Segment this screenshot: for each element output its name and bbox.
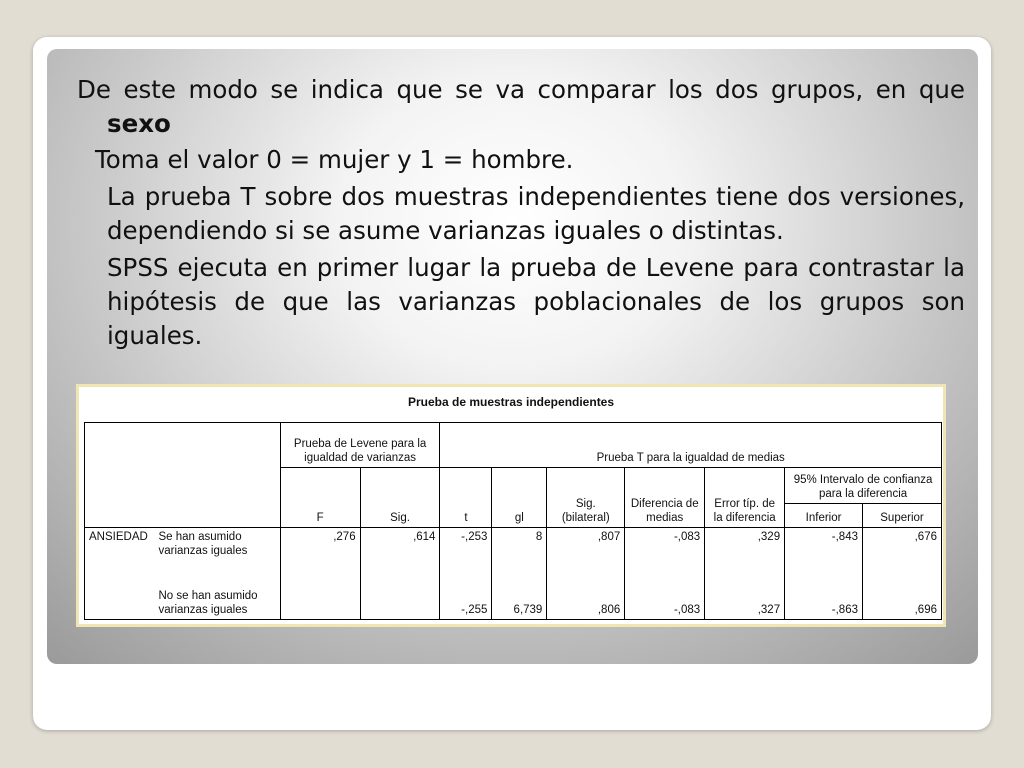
header-diferencia: Diferencia de medias [625,467,705,527]
empty-header-cell [85,423,281,528]
cell-sig [360,573,440,619]
header-superior: Superior [863,503,942,527]
variable-name: ANSIEDAD [85,528,155,620]
table-row [85,573,942,619]
cell-gl: 6,739 [492,573,547,619]
independent-samples-test-table [84,422,942,620]
cell-sig: ,614 [360,528,440,574]
header-error: Error típ. de la diferencia [705,467,785,527]
cell-diferencia: -,083 [625,528,705,574]
cell-t: -,253 [440,528,492,574]
header-F: F [280,467,360,527]
paragraph-1: De este modo se indica que se va comparar los dos grupos, en que sexo [77,75,965,138]
cell-superior: ,676 [863,528,942,574]
cell-F: ,276 [280,528,360,574]
cell-error: ,329 [705,528,785,574]
paragraph-2: Toma el valor 0 = mujer y 1 = hombre. [95,145,574,174]
table-caption: Prueba de muestras independientes [407,395,615,409]
table-row [85,528,942,574]
header-sig-bilateral: Sig. (bilateral) [547,467,625,527]
cell-inferior: -,843 [785,528,863,574]
keyword-sexo: sexo [107,109,171,138]
paragraph-4: SPSS ejecuta en primer lugar la prueba de Levene para contrastar la hipótesis de que las varianzas poblacionales de los grupos son iguales. [107,253,965,350]
header-gl: gl [492,467,547,527]
cell-superior: ,696 [863,573,942,619]
cell-sig-bilateral: ,806 [547,573,625,619]
row-label: No se han asumido varianzas iguales [154,573,280,619]
cell-error: ,327 [705,573,785,619]
cell-gl: 8 [492,528,547,574]
cell-diferencia: -,083 [625,573,705,619]
paragraph-3: La prueba T sobre dos muestras independientes tiene dos versiones, dependiendo si se asume varianzas iguales o distintas. [107,182,965,245]
header-ttest: Prueba T para la igualdad de medias [440,423,942,468]
cell-F [280,573,360,619]
header-sig: Sig. [360,467,440,527]
spss-output-table [76,384,946,627]
header-interval: 95% Intervalo de confianza para la diferencia [785,467,942,503]
header-levene: Prueba de Levene para la igualdad de varianzas [280,423,440,468]
cell-t: -,255 [440,573,492,619]
cell-inferior: -,863 [785,573,863,619]
header-t: t [440,467,492,527]
slide-text [77,73,965,353]
row-label: Se han asumido varianzas iguales [154,528,280,574]
header-inferior: Inferior [785,503,863,527]
cell-sig-bilateral: ,807 [547,528,625,574]
